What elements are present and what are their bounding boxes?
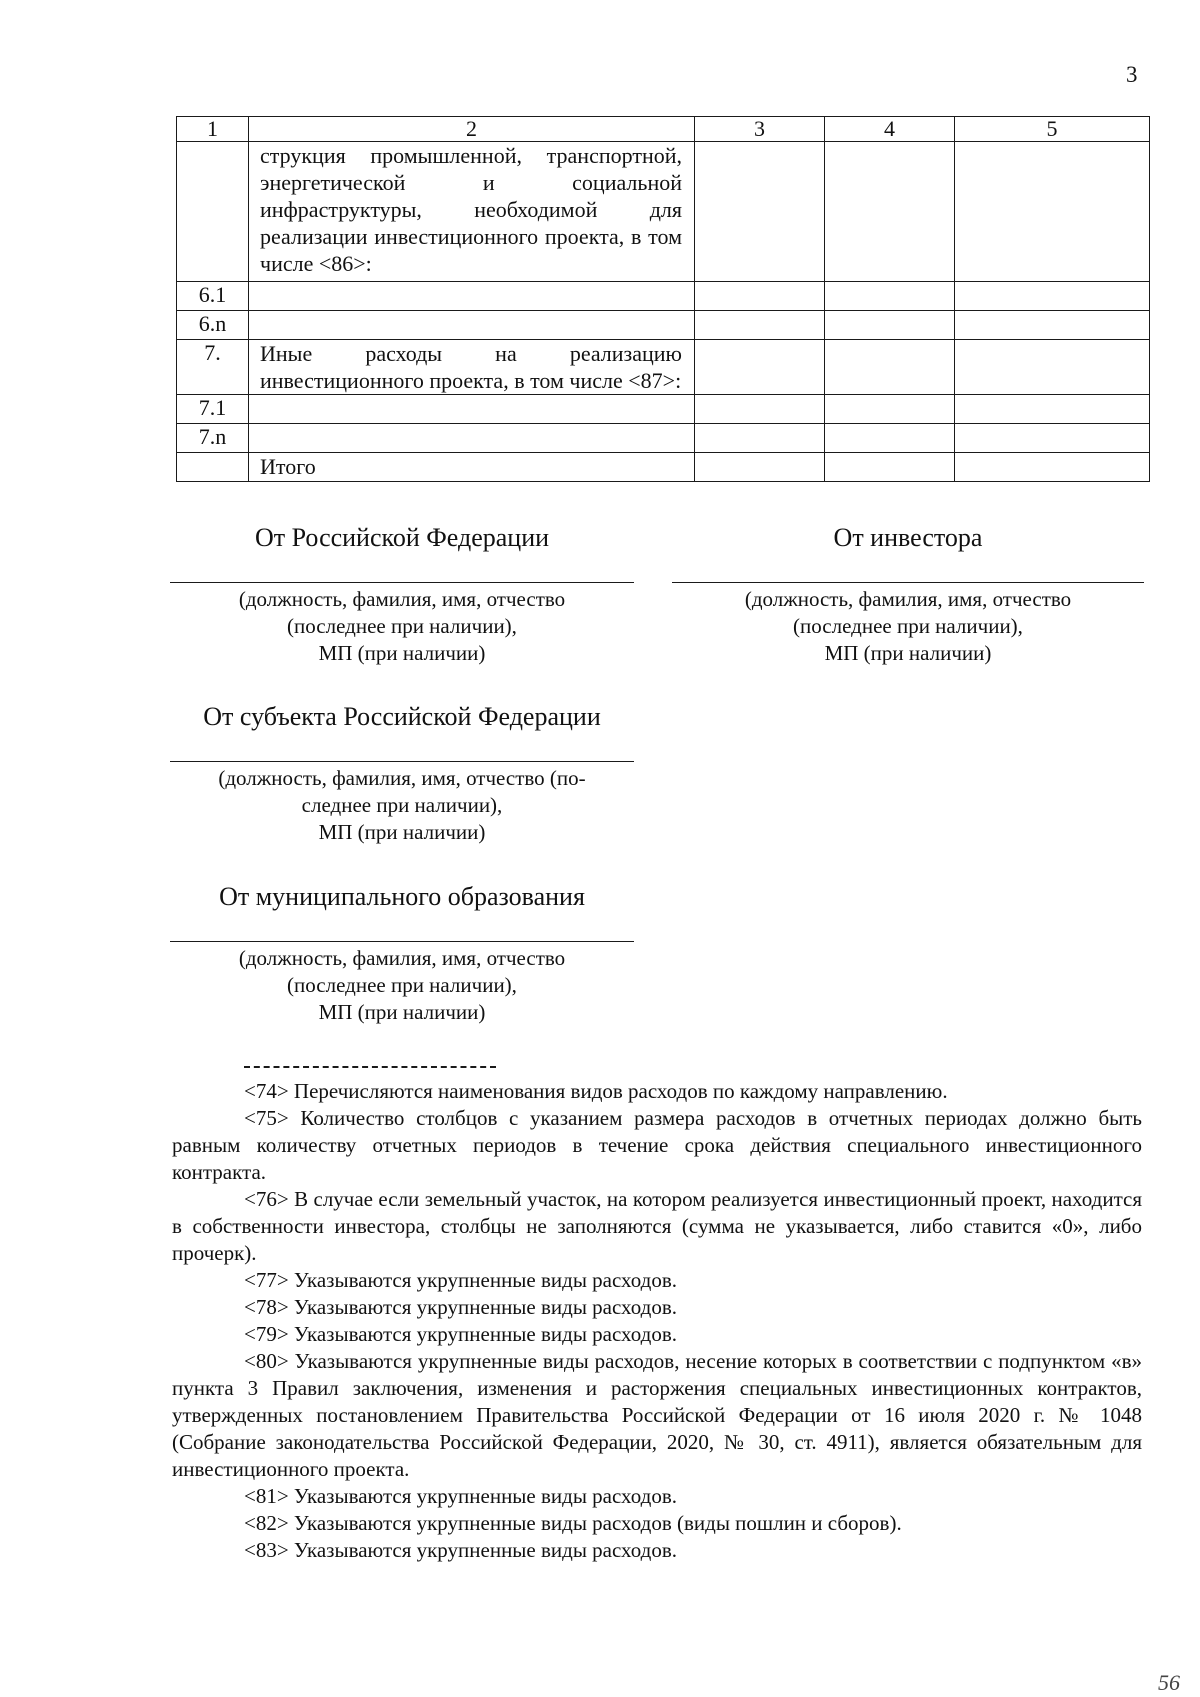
corner-page-mark: 56 — [1158, 1670, 1180, 1695]
footnote: <80> Указываются укрупненные виды расходов, несение которых в соответствии с подпунктом «в» пункта 3 Правил заключения, изменения и расторжения специальных инвестиционных контрактов, утвержденных постановлением Правительства Российской Федерации от 16 июля 2020 г. № 1048 (Собрание законодательства Российской Федерации, 2020, № 30, ст. 4911), является обязательным для инвестиционного проекта. — [172, 1349, 1142, 1481]
row-cell-3 — [695, 424, 825, 453]
caption-line: (последнее при наличии), — [287, 973, 517, 997]
signature-title: От муниципального образования — [219, 882, 585, 911]
header-col-5: 5 — [955, 117, 1150, 142]
header-col-3: 3 — [695, 117, 825, 142]
signature-block-municipal — [170, 882, 634, 1026]
caption-line: МП (при наличии) — [318, 820, 486, 844]
row-description: Иные расходы на реализацию инвестиционного проекта, в том числе <87>: — [249, 340, 695, 395]
table-row — [177, 311, 1150, 340]
total-label: Итого — [249, 453, 695, 482]
row-cell-4 — [825, 282, 955, 311]
row-cell-5 — [955, 142, 1150, 282]
row-cell-5 — [955, 282, 1150, 311]
footnote: <76> В случае если земельный участок, на котором реализуется инвестиционный проект, находится в собственности инвестора, столбцы не заполняются (сумма не указывается, либо ставится «0», либо прочерк). — [172, 1187, 1142, 1265]
signature-block-subject — [170, 702, 634, 846]
row-number — [177, 142, 249, 282]
expenses-table — [176, 116, 1150, 482]
signature-caption — [170, 765, 634, 846]
row-description — [249, 424, 695, 453]
row-description — [249, 311, 695, 340]
signature-line — [672, 582, 1144, 583]
row-number: 6.1 — [177, 282, 249, 311]
footnote: <77> Указываются укрупненные виды расходов. — [244, 1268, 677, 1292]
row-description: струкция промышленной, транспортной, энергетической и социальной инфраструктуры, необходимой для реализации инвестиционного проекта, в том числе <86>: — [249, 142, 695, 282]
caption-line: МП (при наличии) — [824, 641, 992, 665]
row-number: 7.1 — [177, 395, 249, 424]
row-number: 7. — [177, 340, 249, 395]
header-col-1: 1 — [177, 117, 249, 142]
row-cell-3 — [695, 340, 825, 395]
footnote: <82> Указываются укрупненные виды расходов (виды пошлин и сборов). — [244, 1511, 902, 1535]
signature-line — [170, 582, 634, 583]
signature-line — [170, 761, 634, 762]
row-cell-4 — [825, 311, 955, 340]
table-header-row — [177, 117, 1150, 142]
signature-title: От инвестора — [833, 523, 983, 552]
row-cell-3 — [695, 282, 825, 311]
row-number: 7.n — [177, 424, 249, 453]
caption-line: МП (при наличии) — [318, 1000, 486, 1024]
table-row — [177, 340, 1150, 395]
row-cell-3 — [695, 311, 825, 340]
row-description — [249, 395, 695, 424]
footnote: <81> Указываются укрупненные виды расходов. — [244, 1484, 677, 1508]
signature-title: От Российской Федерации — [254, 523, 550, 552]
caption-line: (должность, фамилия, имя, отчество — [238, 587, 566, 611]
caption-line: (последнее при наличии), — [287, 614, 517, 638]
header-col-4: 4 — [825, 117, 955, 142]
footnote: <78> Указываются укрупненные виды расходов. — [244, 1295, 677, 1319]
signature-caption — [672, 586, 1144, 667]
row-cell-5 — [955, 311, 1150, 340]
caption-line: (должность, фамилия, имя, отчество — [744, 587, 1072, 611]
table-row — [177, 395, 1150, 424]
row-cell-5 — [955, 340, 1150, 395]
row-cell-3 — [695, 453, 825, 482]
row-cell-5 — [955, 424, 1150, 453]
caption-line: МП (при наличии) — [318, 641, 486, 665]
row-cell-4 — [825, 424, 955, 453]
signature-caption — [170, 945, 634, 1026]
caption-line: следнее при наличии), — [301, 793, 503, 817]
caption-line: (последнее при наличии), — [793, 614, 1023, 638]
row-number: 6.n — [177, 311, 249, 340]
row-cell-3 — [695, 142, 825, 282]
row-number — [177, 453, 249, 482]
footnote: <79> Указываются укрупненные виды расходов. — [244, 1322, 677, 1346]
row-cell-3 — [695, 395, 825, 424]
signature-block-rf — [170, 523, 634, 667]
page-number: 3 — [1126, 62, 1138, 87]
table-row — [177, 282, 1150, 311]
signature-block-investor — [672, 523, 1144, 667]
table-row — [177, 142, 1150, 282]
row-description — [249, 282, 695, 311]
header-col-2: 2 — [249, 117, 695, 142]
caption-line: (должность, фамилия, имя, отчество — [238, 946, 566, 970]
row-cell-4 — [825, 453, 955, 482]
footnote-separator — [244, 1066, 496, 1068]
caption-line: (должность, фамилия, имя, отчество (по- — [218, 766, 586, 790]
signature-title: От субъекта Российской Федерации — [203, 702, 601, 731]
footnote: <74> Перечисляются наименования видов расходов по каждому направлению. — [244, 1079, 948, 1103]
row-cell-4 — [825, 340, 955, 395]
signature-caption — [170, 586, 634, 667]
row-cell-4 — [825, 142, 955, 282]
footnote: <75> Количество столбцов с указанием размера расходов в отчетных периодах должно быть равным количеству отчетных периодов в течение срока действия специального инвестиционного контракта. — [172, 1106, 1142, 1184]
row-cell-5 — [955, 395, 1150, 424]
footnote: <83> Указываются укрупненные виды расходов. — [244, 1538, 677, 1562]
row-cell-5 — [955, 453, 1150, 482]
row-cell-4 — [825, 395, 955, 424]
table-total-row — [177, 453, 1150, 482]
signature-line — [170, 941, 634, 942]
footnotes — [172, 1066, 1142, 1564]
table-row — [177, 424, 1150, 453]
